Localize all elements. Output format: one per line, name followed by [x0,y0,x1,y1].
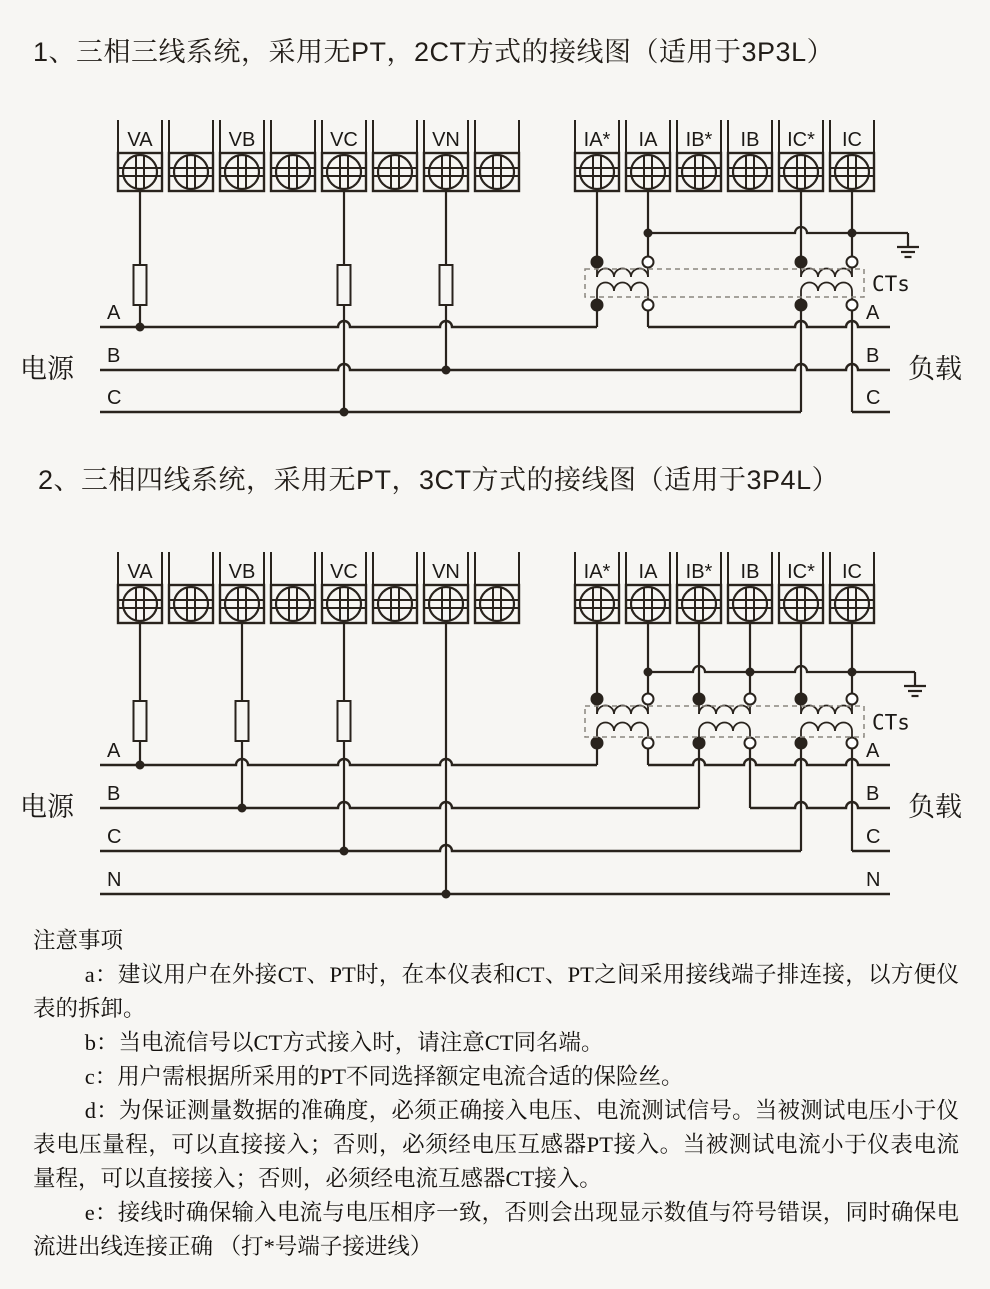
junction-dot [442,366,451,375]
terminal-box [373,153,417,191]
phase-label-right-B: B [866,345,880,367]
terminal-name: IC* [787,561,815,583]
fuses [134,701,351,741]
terminal-IA [626,552,670,623]
terminal-screw [276,587,310,621]
fuse [134,701,147,741]
terminal-box [118,153,162,191]
ct-polarity-dot [796,257,807,268]
section-1-title: 1、三相三线系统，采用无PT，2CT方式的接线图（适用于3P3L） [33,37,835,67]
cts-label: CTs [872,272,910,296]
terminal-box [271,585,315,623]
load-label: 负载 [908,792,962,822]
phase-label-left-N: N [107,869,122,891]
phase-label-right-A: A [866,740,880,762]
line-A [100,321,597,327]
terminal-box [677,153,721,191]
phase-label-left-A: A [107,302,121,324]
terminal-name: IC* [787,129,815,151]
terminal-IB [728,120,772,191]
junction-dot [136,761,145,770]
terminal-screw [835,155,869,189]
terminal-VA [118,120,162,191]
terminal-IB-star [677,120,721,191]
junction-dot [644,229,653,238]
fuses [134,265,453,305]
terminal-name: IB* [685,129,713,151]
terminal-box [575,585,619,623]
terminal-screw [174,155,208,189]
note-item-d: d：为保证测量数据的准确度，必须正确接入电压、电流测试信号。当被测试电压小于仪表电压量程，可以直接接入；否则，必须经电压互感器PT接入。当被测试电流小于仪表电流量程，可以直接接入；否则，必须经电流互感器CT接入。 [33,1098,959,1191]
ct-winding [801,283,852,292]
junctions [136,229,857,417]
terminal-strip [118,120,874,191]
terminal-box [271,153,315,191]
terminal-IB-star [677,552,721,623]
ct-polarity-dot [796,694,807,705]
terminal-box [779,153,823,191]
terminal-box [728,153,772,191]
note-item-a: a：建议用户在外接CT、PT时，在本仪表和CT、PT之间采用接线端子排连接，以方便仪表的拆卸。 [33,962,959,1021]
ground-symbol [897,233,919,257]
terminal-VA [118,552,162,623]
terminal-screw [631,587,665,621]
terminal-box [626,153,670,191]
ct-polarity-dot [796,738,807,749]
terminal-VN [424,552,468,623]
ct-winding [597,269,648,278]
ct-polarity-dot [694,694,705,705]
terminal-screw [225,155,259,189]
terminal-box [677,585,721,623]
junction-dot [238,804,247,813]
terminal-name: VA [127,561,153,583]
terminal-name: VB [228,129,256,151]
terminal-screw [784,155,818,189]
fuse [338,701,351,741]
fuse [236,701,249,741]
wiring-diagram-3p3l [0,90,990,456]
terminal-name: VA [127,129,153,151]
ct-open-terminal [643,738,654,749]
terminal-screw [225,587,259,621]
ct-polarity-dot [694,738,705,749]
source-label: 电源 [20,354,74,384]
ct-open-terminal [847,257,858,268]
terminal-box [728,585,772,623]
terminal-box [373,585,417,623]
notes-heading: 注意事项 [33,928,124,953]
ct-dashed-box [585,706,864,737]
terminal-screw [123,155,157,189]
terminal-box [424,153,468,191]
cts-label: CTs [872,710,910,735]
phase-label-right-C: C [866,387,881,409]
terminal-screw [733,155,767,189]
junction-dot [644,668,653,677]
terminal-unused [373,552,417,623]
wiring-diagram-3p4l [0,540,990,924]
notes-section [33,924,959,1264]
line-B [100,802,699,808]
terminal-box [169,585,213,623]
ct-winding [597,706,648,715]
terminal-box [475,153,519,191]
ground-symbol [904,672,926,696]
terminal-name: IA [638,561,658,583]
terminal-name: IB* [685,561,713,583]
ct-open-terminal [643,300,654,311]
section-2-title: 2、三相四线系统，采用无PT，3CT方式的接线图（适用于3P4L） [38,465,840,495]
terminal-screw [682,155,716,189]
terminal-box [424,585,468,623]
ct-winding [801,269,852,278]
terminal-IC-star [779,120,823,191]
ct-open-terminal [643,257,654,268]
terminal-name: IC [842,129,862,151]
phase-label-left-B: B [107,345,121,367]
terminal-screw [429,587,463,621]
terminal-unused [475,552,519,623]
terminal-VB [220,120,264,191]
terminal-screw [123,587,157,621]
junction-dot [340,847,349,856]
current-transformers [585,623,864,851]
terminal-box [475,585,519,623]
terminal-IA [626,120,670,191]
terminal-screw [276,155,310,189]
terminal-box [322,585,366,623]
phase-label-right-A: A [866,302,880,324]
phase-label-left-C: C [107,387,122,409]
terminal-name: IB [740,561,760,583]
terminal-name: IA* [583,129,611,151]
terminal-name: VC [330,129,358,151]
terminal-name: IC [842,561,862,583]
terminal-box [220,153,264,191]
ct-open-terminal [847,738,858,749]
junction-dot [848,668,857,677]
terminal-IB [728,552,772,623]
terminal-IC [830,552,874,623]
phase-label-right-N: N [866,869,881,891]
ct-polarity-dot [592,738,603,749]
line-A [648,321,890,327]
ct-open-terminal [643,694,654,705]
fuse [134,265,147,305]
ct-open-terminal [847,300,858,311]
terminal-box [575,153,619,191]
terminal-unused [373,120,417,191]
junction-dot [848,229,857,238]
phase-label-right-B: B [866,783,880,805]
terminal-box [779,585,823,623]
ct-winding [801,706,852,715]
fuse [440,265,453,305]
terminal-box [322,153,366,191]
terminal-unused [169,120,213,191]
phase-label-right-C: C [866,826,881,848]
terminal-screw [784,587,818,621]
terminal-IC [830,120,874,191]
terminal-screw [378,155,412,189]
junction-dot [136,323,145,332]
fuse [338,265,351,305]
terminal-screw [480,155,514,189]
terminal-name: VC [330,561,358,583]
line-B [100,364,890,370]
terminal-VN [424,120,468,191]
terminal-VB [220,552,264,623]
terminal-screw [835,587,869,621]
line-C [100,845,801,851]
wires [140,623,926,894]
terminal-screw [429,155,463,189]
junction-dot [746,668,755,677]
terminal-screw [480,587,514,621]
note-item-b: b：当电流信号以CT方式接入时，请注意CT同名端。 [84,1030,604,1055]
terminal-box [118,585,162,623]
source-label: 电源 [20,792,74,822]
terminal-screw [327,587,361,621]
phase-lines [100,759,890,894]
terminal-screw [580,587,614,621]
terminal-box [626,585,670,623]
terminal-box [169,153,213,191]
terminal-unused [271,552,315,623]
terminal-IA-star [575,120,619,191]
ct-winding [699,706,750,715]
terminal-screw [580,155,614,189]
ground-bus [648,227,908,233]
terminal-strip [118,552,874,623]
ct-polarity-dot [796,300,807,311]
current-transformers [585,191,864,412]
ct-polarity-dot [592,694,603,705]
terminal-unused [475,120,519,191]
terminal-IA-star [575,552,619,623]
terminal-box [830,153,874,191]
phase-label-left-B: B [107,783,121,805]
line-A [648,759,890,765]
terminal-IC-star [779,552,823,623]
junction-dot [442,890,451,899]
terminal-VC [322,552,366,623]
terminal-name: VB [228,561,256,583]
ct-polarity-dot [592,300,603,311]
terminal-unused [169,552,213,623]
terminal-screw [174,587,208,621]
ct-open-terminal [745,694,756,705]
terminal-VC [322,120,366,191]
ct-winding [597,283,648,292]
terminal-name: IA* [583,561,611,583]
terminal-screw [682,587,716,621]
terminal-box [830,585,874,623]
terminal-name: IA [638,129,658,151]
junction-dot [340,408,349,417]
ct-winding [699,723,750,732]
ct-winding [801,723,852,732]
phase-label-left-C: C [107,826,122,848]
terminal-name: IB [740,129,760,151]
terminal-screw [631,155,665,189]
ct-winding [597,723,648,732]
ct-open-terminal [847,694,858,705]
terminal-name: VN [432,129,460,151]
ground-bus [648,666,915,672]
ct-open-terminal [745,738,756,749]
terminal-box [220,585,264,623]
phase-lines [100,321,890,412]
phase-label-left-A: A [107,740,121,762]
terminal-screw [378,587,412,621]
line-A [100,759,597,765]
terminal-name: VN [432,561,460,583]
load-label: 负载 [908,354,962,384]
terminal-screw [327,155,361,189]
terminal-unused [271,120,315,191]
terminal-screw [733,587,767,621]
note-item-e: e：接线时确保输入电流与电压相序一致，否则会出现显示数值与符号错误，同时确保电流进出线连接正确 （打*号端子接进线） [33,1200,959,1259]
note-item-c: c：用户需根据所采用的PT不同选择额定电流合适的保险丝。 [84,1064,684,1089]
ct-polarity-dot [592,257,603,268]
